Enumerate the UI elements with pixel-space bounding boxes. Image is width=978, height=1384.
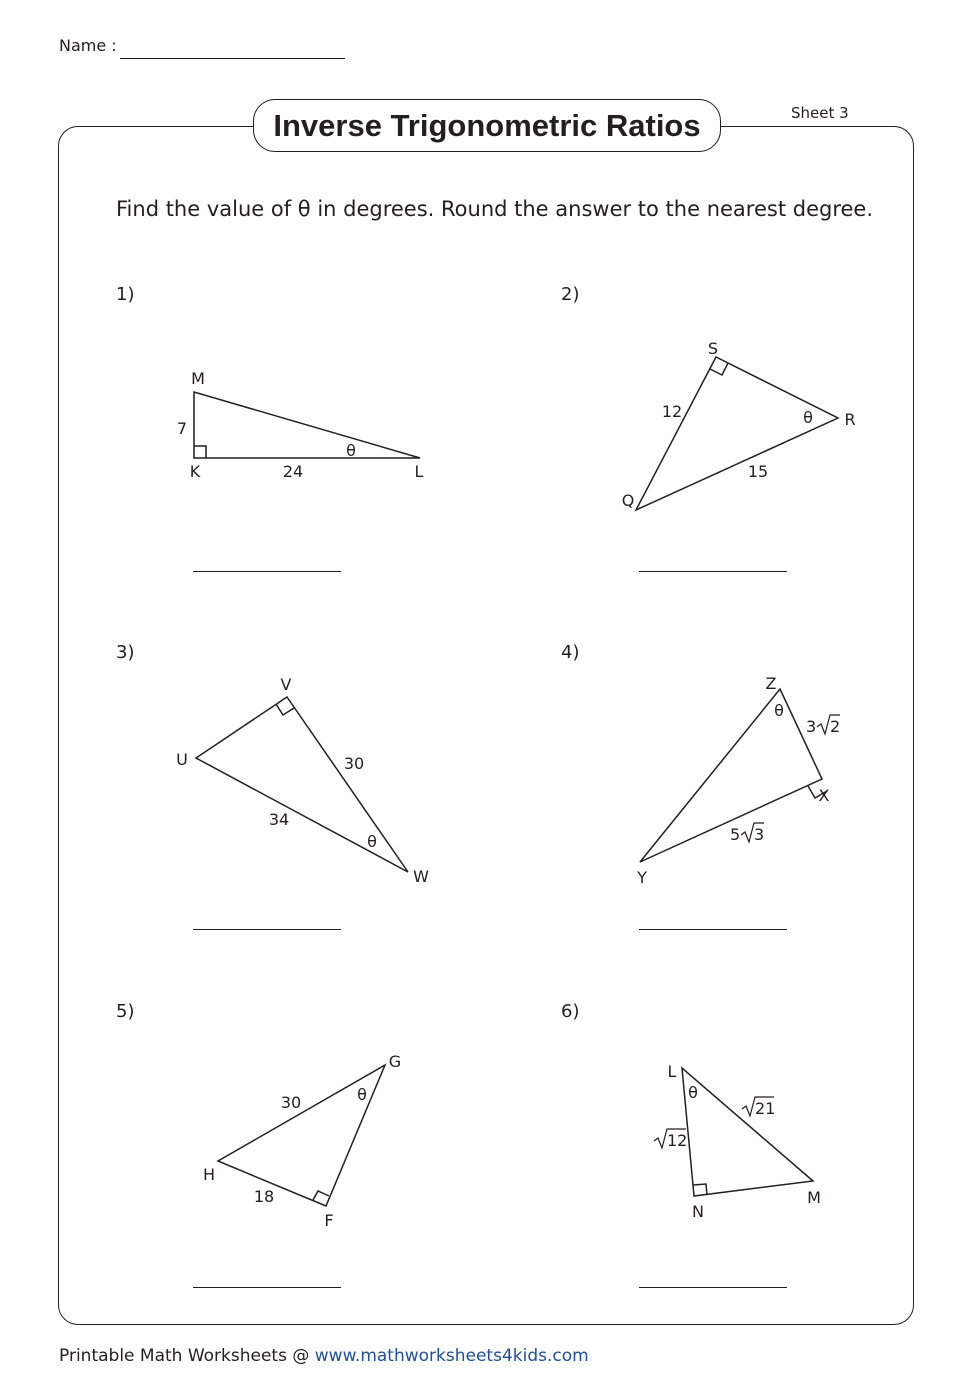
answer-line-2[interactable]	[639, 571, 787, 572]
vertex-label: R	[844, 410, 856, 429]
theta-label: θ	[774, 701, 784, 720]
footer-prefix: Printable Math Worksheets @	[59, 1346, 315, 1366]
vertex-label: Y	[637, 868, 647, 887]
side-length-label: 18	[253, 1187, 275, 1206]
triangle-2	[636, 357, 838, 510]
side-length-label: 30	[343, 754, 365, 773]
theta-label: θ	[357, 1085, 367, 1104]
radical-coefficient: 3	[806, 717, 817, 736]
problem-number-1: 1)	[116, 284, 135, 305]
worksheet-title: Inverse Trigonometric Ratios	[253, 99, 721, 152]
problem-number-3: 3)	[116, 642, 135, 663]
side-length-label: 7	[176, 419, 188, 438]
side-length-label: 15	[747, 462, 769, 481]
vertex-label: F	[324, 1211, 334, 1230]
vertex-label: M	[191, 369, 205, 388]
answer-line-1[interactable]	[193, 571, 341, 572]
triangle-1	[194, 392, 420, 458]
answer-line-5[interactable]	[193, 1287, 341, 1288]
right-angle-mark-6	[693, 1184, 707, 1195]
radicand: 3	[754, 825, 765, 844]
side-length-label: 24	[282, 462, 304, 481]
side-length-label: 30	[280, 1093, 302, 1112]
problem-number-2: 2)	[561, 284, 580, 305]
vertex-label: S	[707, 339, 719, 358]
vertex-label: H	[202, 1165, 216, 1184]
right-angle-mark-3	[276, 704, 294, 715]
radicand: 2	[830, 717, 841, 736]
vertex-label: W	[413, 867, 429, 886]
radicand: 21	[755, 1099, 776, 1118]
vertex-label: Z	[765, 674, 777, 693]
vertex-label: U	[176, 750, 188, 769]
footer-link[interactable]: www.mathworksheets4kids.com	[314, 1346, 589, 1366]
name-label: Name :	[59, 36, 117, 55]
vertex-label: N	[692, 1202, 704, 1221]
triangle-6	[682, 1068, 813, 1196]
right-angle-mark-1	[194, 446, 206, 458]
theta-label: θ	[688, 1083, 698, 1102]
vertex-label: K	[189, 462, 201, 481]
side-length-label: 34	[268, 810, 290, 829]
vertex-label: X	[818, 786, 830, 805]
vertex-label: G	[388, 1052, 402, 1071]
answer-line-3[interactable]	[193, 929, 341, 930]
instructions: Find the value of θ in degrees. Round the answer to the nearest degree.	[116, 197, 874, 221]
theta-label: θ	[803, 408, 813, 427]
vertex-label: L	[667, 1062, 677, 1081]
footer	[59, 1346, 589, 1366]
problem-number-6: 6)	[561, 1001, 580, 1022]
sheet-number: Sheet 3	[791, 104, 849, 122]
side-length-label: 12	[661, 402, 683, 421]
radicand: 12	[667, 1131, 688, 1150]
answer-line-4[interactable]	[639, 929, 787, 930]
problem-number-5: 5)	[116, 1001, 135, 1022]
vertex-label: V	[280, 675, 292, 694]
radical-coefficient: 5	[730, 825, 741, 844]
theta-label: θ	[346, 441, 356, 460]
answer-line-6[interactable]	[639, 1287, 787, 1288]
vertex-label: L	[414, 462, 424, 481]
problem-number-4: 4)	[561, 642, 580, 663]
vertex-label: Q	[621, 491, 635, 510]
vertex-label: M	[807, 1188, 821, 1207]
right-angle-mark-5	[313, 1191, 329, 1200]
theta-label: θ	[367, 832, 377, 851]
